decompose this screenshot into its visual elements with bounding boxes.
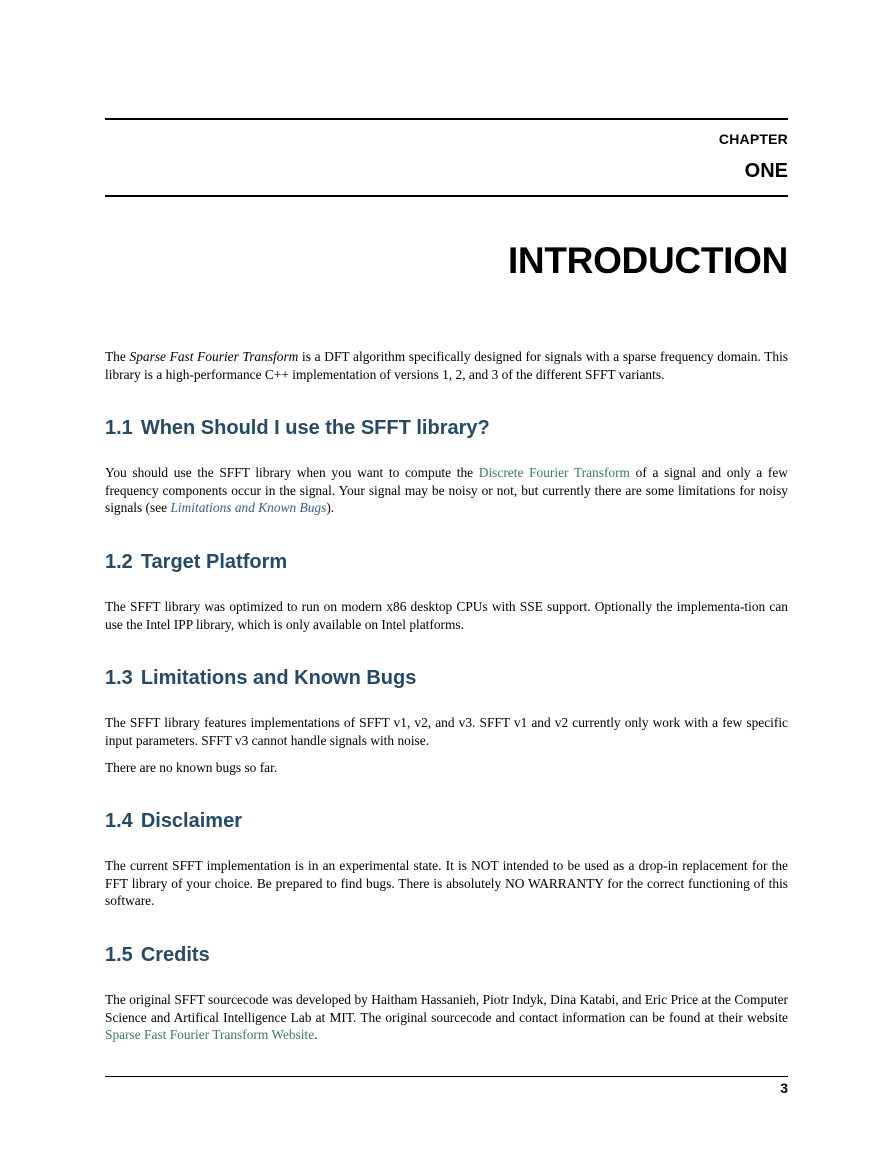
- chapter-bottom-rule: [105, 195, 788, 197]
- paragraph-text: of a signal and only a few frequency components occur in the signal. Your signal may be noisy or not, but currently there are some limitations for noisy signals (see: [105, 465, 788, 516]
- section-title: When Should I use the SFFT library?: [140, 417, 490, 439]
- section-heading-1-5: [105, 944, 210, 967]
- paragraph-text: ).: [326, 500, 335, 516]
- section-number: 1.5: [105, 944, 133, 966]
- paragraph-text: You should use the SFFT library when you want to compute the: [105, 465, 479, 480]
- paragraph-text: The original SFFT sourcecode was developed by Haitham Hassanieh, Piotr Indyk, Dina Katabi, and Eric Price at the Computer Science and Artifical Intelligence Lab at MIT. The original sourcecode and contact information can be found at their website: [105, 992, 788, 1025]
- section-title: Target Platform: [140, 551, 288, 573]
- chapter-top-rule: [105, 118, 788, 120]
- section-heading-1-3: [105, 667, 416, 690]
- intro-paragraph: [105, 348, 788, 383]
- section-1-5-paragraph: [105, 991, 788, 1044]
- section-1-3-paragraph-2: There are no known bugs so far.: [105, 760, 278, 775]
- chapter-label: CHAPTER: [718, 131, 788, 147]
- intro-emphasis: Sparse Fast Fourier Transform: [129, 349, 299, 364]
- chapter-title: INTRODUCTION: [507, 240, 788, 281]
- chapter-number: ONE: [744, 160, 788, 182]
- intro-text-start: The: [105, 349, 130, 364]
- intro-text-end: is a DFT algorithm specifically designed for signals with a sparse frequency domain. This library is a high-performance C++ implementation of versions 1, 2, and 3 of the different SFFT variants.: [105, 349, 789, 382]
- limitations-ref-link[interactable]: Limitations and Known Bugs: [170, 500, 327, 516]
- section-heading-1-2: [105, 551, 287, 574]
- sfft-website-link[interactable]: Sparse Fast Fourier Transform Website: [105, 1027, 315, 1043]
- paragraph-text: .: [314, 1027, 318, 1043]
- discrete-fourier-transform-link[interactable]: Discrete Fourier Transform: [478, 465, 630, 480]
- section-1-3-paragraph-1: The SFFT library features implementations of SFFT v1, v2, and v3. SFFT v1 and v2 currently only work with a few specific input parameters. SFFT v3 cannot handle signals with noise.: [105, 715, 788, 748]
- section-title: Credits: [140, 944, 210, 966]
- section-number: 1.1: [105, 417, 133, 439]
- section-1-1-paragraph: [105, 464, 788, 517]
- section-number: 1.4: [105, 810, 133, 832]
- footer-rule: [105, 1076, 788, 1077]
- section-heading-1-1: [105, 417, 490, 440]
- section-1-4-paragraph: The current SFFT implementation is in an experimental state. It is NOT intended to be used as a drop-in replacement for the FFT library of your choice. Be prepared to find bugs. There is absolutely NO WARRANTY for the correct functioning of this software.: [105, 858, 788, 909]
- section-title: Disclaimer: [140, 810, 242, 832]
- page-number: 3: [780, 1080, 788, 1096]
- section-title: Limitations and Known Bugs: [140, 667, 417, 689]
- section-number: 1.2: [105, 551, 133, 573]
- section-1-2-paragraph: The SFFT library was optimized to run on modern x86 desktop CPUs with SSE support. Optionally the implementa-tion can use the Intel IPP library, which is only available on Intel platforms.: [105, 599, 788, 632]
- section-heading-1-4: [105, 810, 242, 833]
- section-number: 1.3: [105, 667, 133, 689]
